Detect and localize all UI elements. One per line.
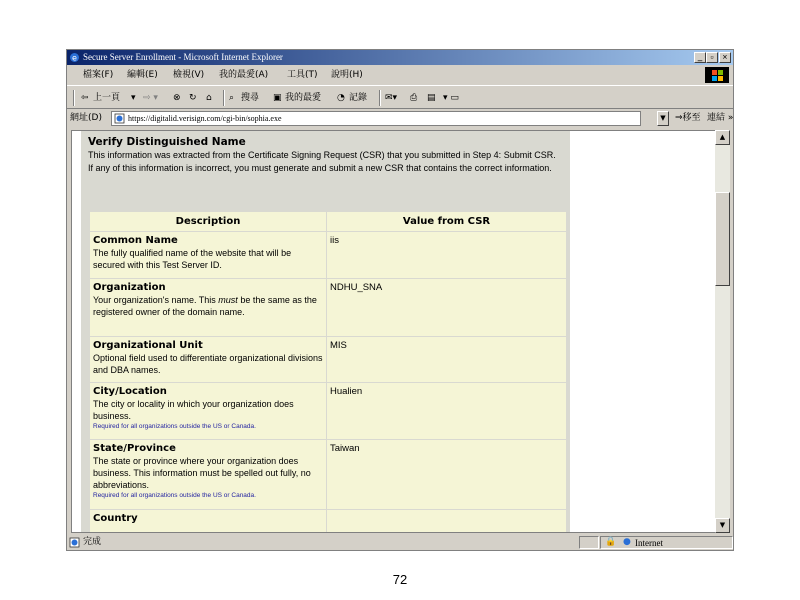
address-dropdown-icon[interactable]: ▼: [657, 111, 669, 126]
search-button[interactable]: 搜尋: [241, 93, 260, 103]
browser-window: [66, 49, 734, 551]
status-bar: [67, 535, 733, 550]
field-name: Country: [93, 513, 138, 524]
field-cell: [90, 440, 326, 509]
history-button[interactable]: 記錄: [349, 93, 368, 103]
globe-icon: ●: [623, 537, 631, 547]
page-icon: [114, 113, 125, 124]
back-dropdown-icon[interactable]: ▾: [131, 93, 136, 103]
field-name: Common Name: [93, 235, 178, 246]
window-title: Secure Server Enrollment - Microsoft Internet Explorer: [83, 52, 283, 62]
slide-number: 72: [392, 572, 408, 587]
svg-text:e: e: [72, 53, 77, 63]
refresh-icon[interactable]: ↻: [189, 93, 197, 103]
toolbar-separator: [379, 90, 381, 106]
edit-icon[interactable]: ▤: [427, 93, 436, 103]
standard-toolbar: [67, 85, 733, 109]
field-value: [327, 510, 566, 533]
address-bar: [67, 109, 733, 128]
go-arrow-icon: ⇒: [675, 113, 683, 123]
menu-tools[interactable]: 工具(T): [287, 70, 318, 80]
history-icon: ◔: [337, 93, 345, 103]
field-name: State/Province: [93, 443, 176, 454]
go-label: 移至: [682, 113, 701, 123]
field-description: Optional field used to differentiate organizational divisions and DBA names.: [93, 353, 323, 375]
title-bar: [67, 50, 733, 65]
field-name: Organization: [93, 282, 166, 293]
field-cell: [90, 337, 326, 382]
table-row: [90, 510, 566, 533]
address-label: 網址(D): [70, 113, 102, 123]
maximize-button[interactable]: ▫: [706, 52, 718, 63]
ie-icon: [69, 52, 80, 63]
menu-view[interactable]: 檢視(V): [173, 70, 205, 80]
forward-button[interactable]: ⇨ ▾: [143, 93, 158, 103]
links-label: 連結: [707, 113, 726, 123]
field-cell: [90, 383, 326, 439]
mail-icon[interactable]: ✉▾: [385, 93, 398, 103]
col-value-header: Value from CSR: [327, 212, 566, 231]
status-pane: [579, 536, 599, 549]
stop-icon[interactable]: ⊗: [173, 93, 181, 103]
zone-label: Internet: [635, 538, 663, 548]
verify-panel: [81, 131, 570, 533]
toolbar-grip: [73, 90, 75, 106]
favorites-button[interactable]: 我的最愛: [285, 93, 322, 103]
field-cell: [90, 510, 326, 533]
favorites-icon: ▣: [273, 93, 282, 103]
field-value: NDHU_SNA: [327, 279, 566, 336]
table-row: [90, 383, 566, 439]
scroll-thumb[interactable]: [715, 192, 730, 286]
table-row: [90, 279, 566, 336]
close-button[interactable]: ×: [719, 52, 731, 63]
search-icon: ⌕: [229, 93, 235, 103]
page-done-icon: [69, 537, 80, 548]
menu-edit[interactable]: 編輯(E): [127, 70, 158, 80]
field-value: Taiwan: [327, 440, 566, 509]
field-description-part: be the same as the registered owner of the domain name.: [93, 295, 317, 317]
status-zone-pane: [600, 536, 733, 549]
lock-icon: 🔒: [605, 537, 617, 547]
discuss-icon[interactable]: ▾ ▭: [443, 93, 459, 103]
links-button[interactable]: 連結 »: [707, 113, 734, 123]
go-button[interactable]: [675, 109, 701, 128]
page-heading: Verify Distinguished Name: [88, 136, 246, 148]
scroll-down-icon[interactable]: ▼: [715, 518, 730, 533]
menu-bar: [67, 66, 733, 84]
field-description-part: Your organization's name. This: [93, 295, 219, 305]
intro-text: This information was extracted from the Certificate Signing Request (CSR) that you submitted in Step 4: Submit CSR. If any of this information is incorrect, you must generate and submit a new CSR that contains the correct information.: [88, 150, 556, 173]
status-text: 完成: [83, 537, 102, 547]
field-description: The state or province where your organization does business. This information must be spelled out fully, no abbreviations.: [93, 456, 311, 490]
print-icon[interactable]: ⎙: [410, 93, 418, 103]
table-row: [90, 440, 566, 509]
page-content: [71, 130, 719, 533]
field-name: City/Location: [93, 386, 167, 397]
windows-logo-icon: [705, 67, 729, 83]
field-cell: [90, 279, 326, 336]
required-note: Required for all organizations outside the US or Canada.: [93, 492, 256, 499]
table-header-row: [90, 212, 566, 231]
field-description: The fully qualified name of the website that will be secured with this Test Server ID.: [93, 248, 292, 270]
menu-file[interactable]: 檔案(F): [83, 70, 114, 80]
scroll-up-icon[interactable]: ▲: [715, 130, 730, 145]
address-input[interactable]: [111, 111, 641, 126]
emphasis-text: must: [218, 295, 238, 305]
home-icon[interactable]: ⌂: [206, 93, 212, 103]
field-value: Hualien: [327, 383, 566, 439]
menu-favorites[interactable]: 我的最愛(A): [219, 70, 269, 80]
toolbar-separator: [223, 90, 225, 106]
table-row: [90, 337, 566, 382]
back-button[interactable]: 上一頁: [93, 93, 121, 103]
field-description: [93, 294, 323, 318]
field-name: Organizational Unit: [93, 340, 203, 351]
field-cell: [90, 232, 326, 278]
col-description-header: Description: [90, 212, 326, 231]
field-value: iis: [327, 232, 566, 278]
table-row: [90, 232, 566, 278]
address-url: https://digitalid.verisign.com/cgi-bin/sophia.exe: [128, 114, 282, 123]
menu-help[interactable]: 說明(H): [331, 70, 363, 80]
field-description: The city or locality in which your organization does business.: [93, 399, 294, 421]
minimize-button[interactable]: _: [694, 52, 706, 63]
vertical-scrollbar[interactable]: [715, 130, 730, 533]
back-arrow-icon: ⇦: [81, 93, 89, 103]
field-value: MIS: [327, 337, 566, 382]
required-note: Required for all organizations outside the US or Canada.: [93, 423, 256, 430]
csr-table: [89, 211, 567, 533]
